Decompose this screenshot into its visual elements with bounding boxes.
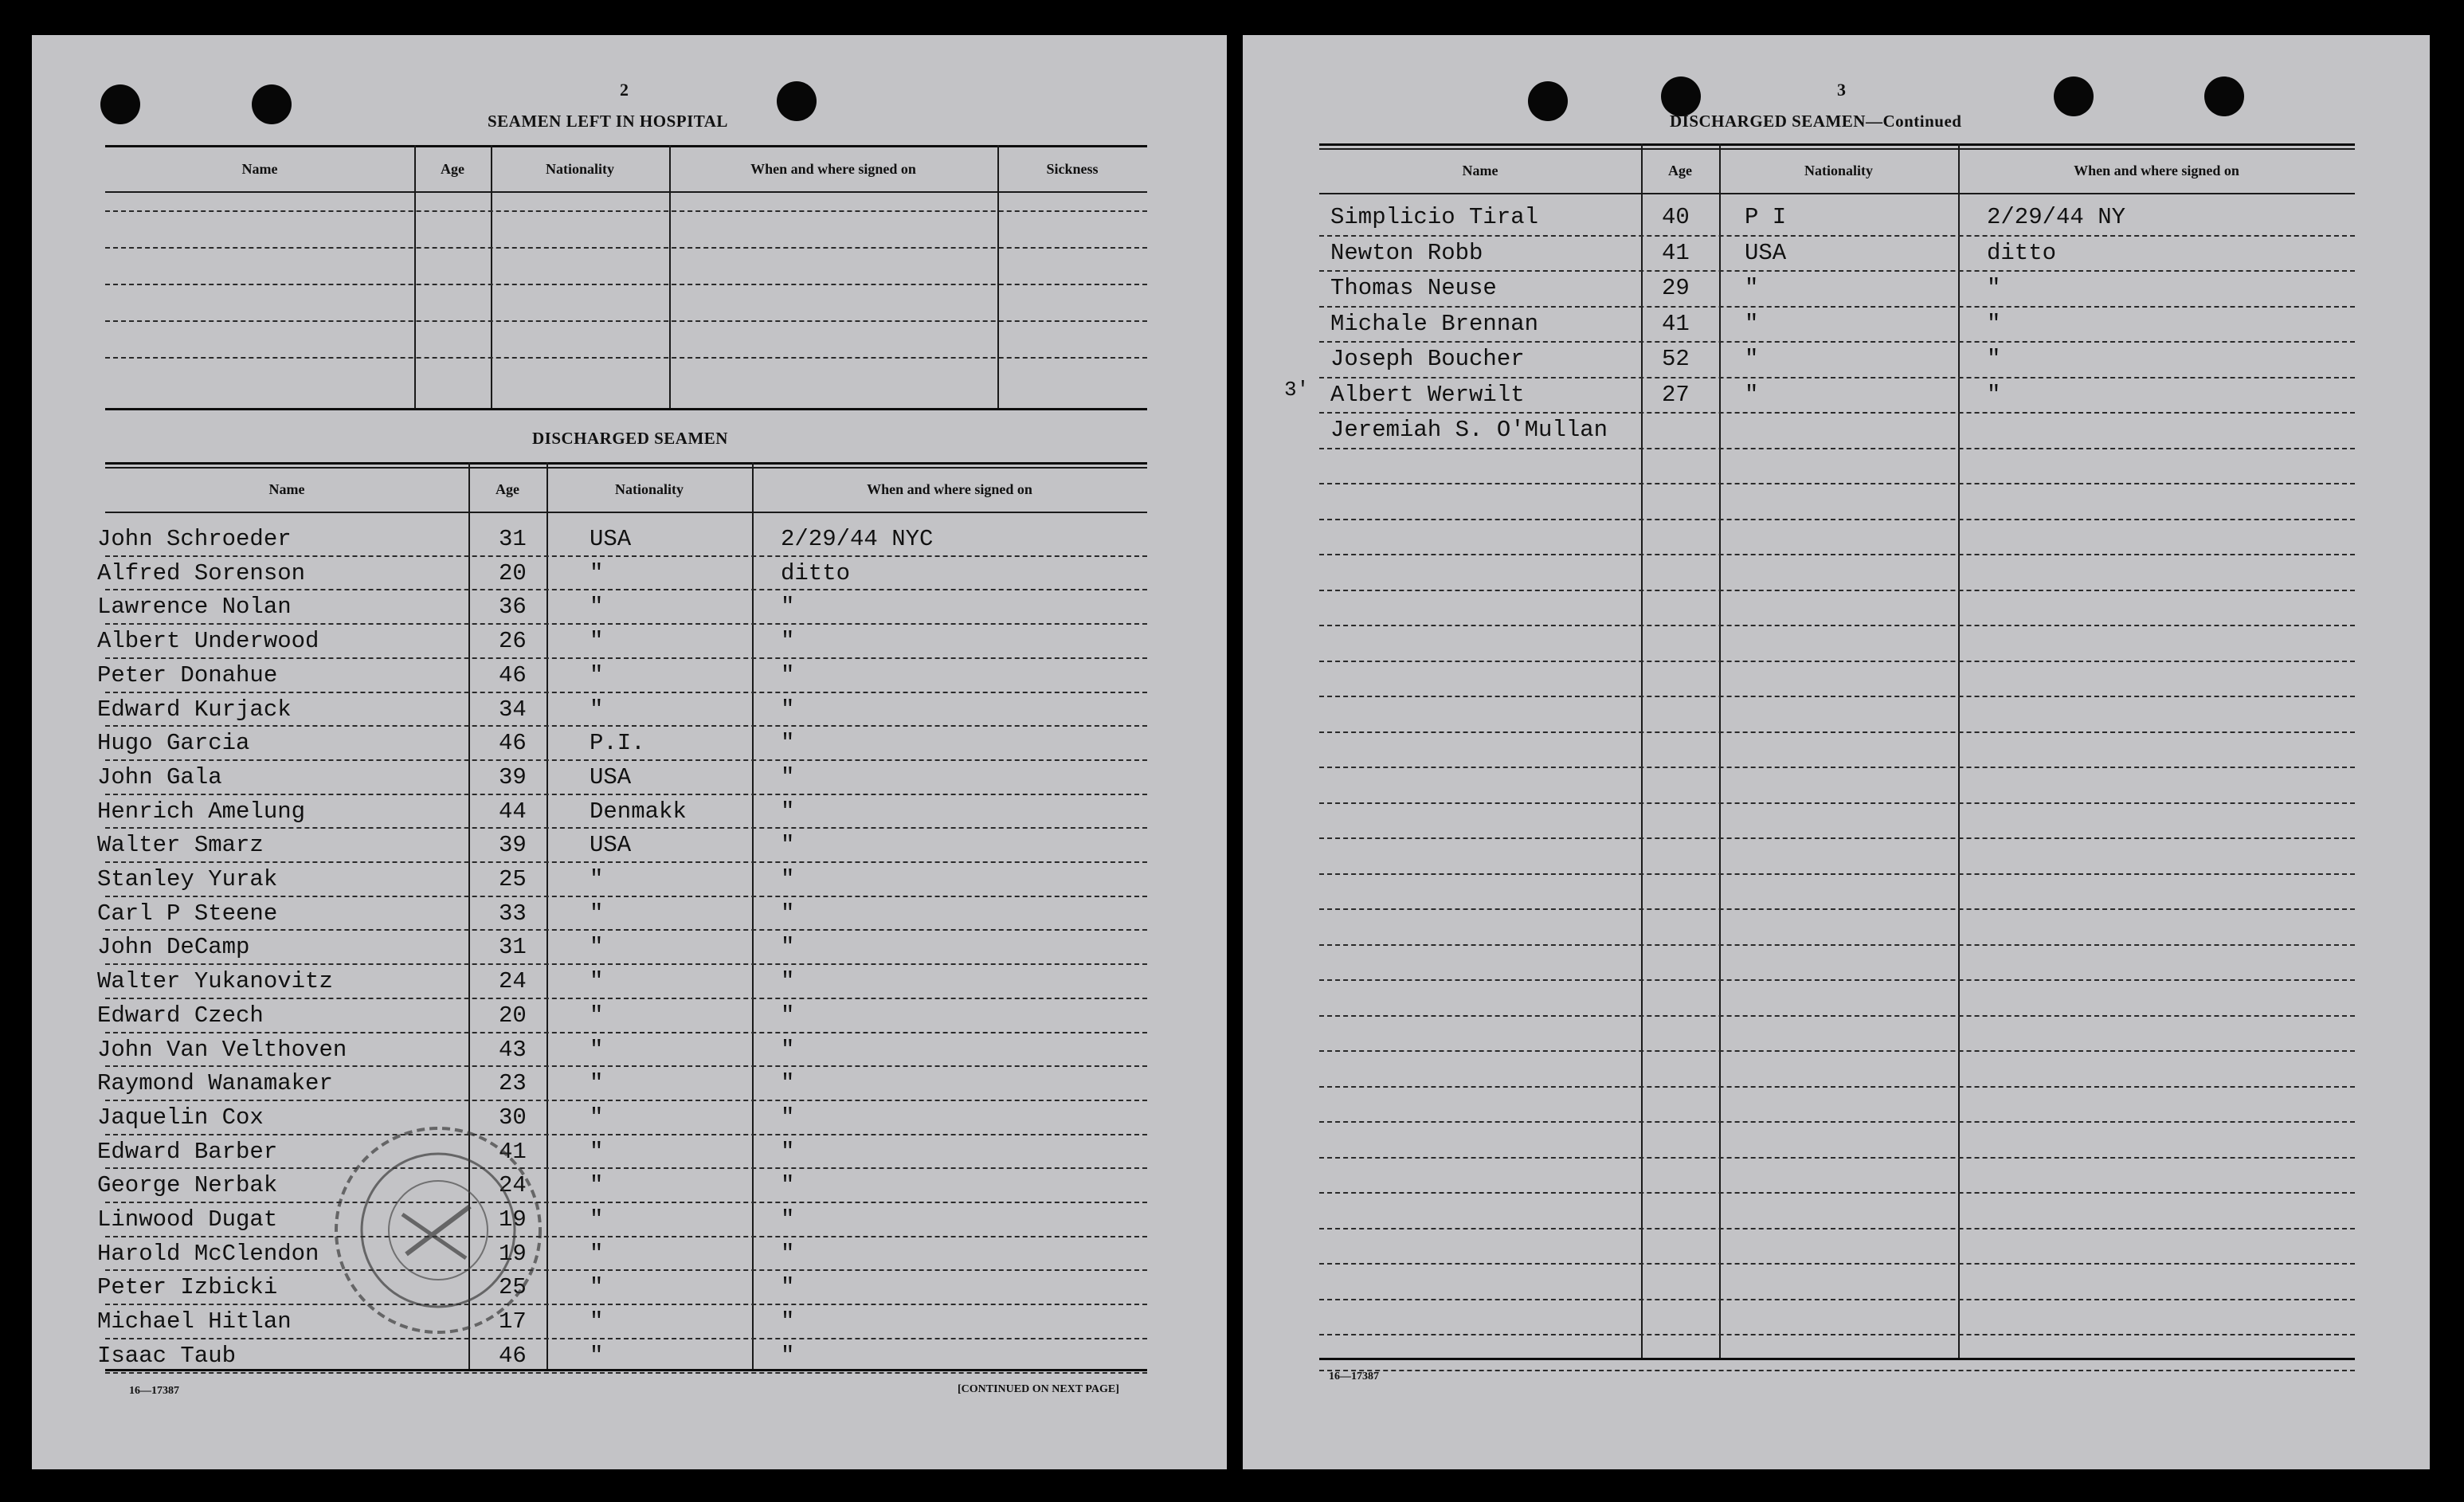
cell-nationality: ": [590, 934, 604, 961]
cell-age: 33: [499, 900, 527, 927]
row-rule: [1319, 1334, 2355, 1335]
column-header: Sickness: [1046, 161, 1099, 177]
row-rule: [105, 827, 1147, 829]
row-rule: [1319, 1050, 2355, 1052]
row-rule: [105, 1134, 1147, 1135]
column-divider: [997, 145, 999, 408]
table-bottom-rule: [1319, 1358, 2355, 1360]
cell-name: Peter Donahue: [97, 661, 278, 688]
table-top-rule-inner: [1319, 148, 2355, 150]
row-rule: [1319, 1192, 2355, 1194]
row-rule: [1319, 377, 2355, 378]
row-rule: [1319, 661, 2355, 662]
cell-nationality: ": [590, 1206, 604, 1233]
cell-nationality: ": [590, 866, 604, 892]
cell-age: 43: [499, 1036, 527, 1063]
cell-nationality: ": [590, 1274, 604, 1301]
cell-name: Thomas Neuse: [1330, 275, 1497, 301]
cell-name: Linwood Dugat: [97, 1206, 278, 1233]
row-rule: [1319, 625, 2355, 626]
cell-signed: ": [781, 730, 795, 757]
cell-name: Edward Barber: [97, 1138, 278, 1165]
cell-name: Michale Brennan: [1330, 310, 1539, 337]
cell-nationality: P.I.: [590, 730, 645, 757]
column-header: Nationality: [1804, 163, 1873, 178]
column-header: Age: [1668, 163, 1692, 178]
row-rule: [105, 794, 1147, 795]
column-divider: [1641, 143, 1643, 1358]
cell-name: John Van Velthoven: [97, 1036, 347, 1063]
punch-hole: [2204, 76, 2244, 116]
column-divider: [1719, 143, 1721, 1358]
punch-hole: [2054, 76, 2094, 116]
row-rule: [1319, 1157, 2355, 1159]
cell-name: John Gala: [97, 763, 222, 790]
row-rule: [105, 998, 1147, 999]
cell-name: Jaquelin Cox: [97, 1104, 264, 1131]
table-top-rule-inner: [105, 467, 1147, 469]
cell-nationality: ": [590, 900, 604, 927]
row-rule: [105, 963, 1147, 965]
row-rule: [105, 1304, 1147, 1305]
cell-name: Edward Kurjack: [97, 696, 292, 723]
cell-signed: ": [781, 594, 795, 621]
cell-age: 41: [1662, 239, 1690, 266]
cell-signed: ": [781, 1036, 795, 1063]
header-rule: [1319, 193, 2355, 194]
cell-age: 19: [499, 1206, 527, 1233]
cell-name: Simplicio Tiral: [1330, 204, 1539, 230]
cell-nationality: ": [590, 696, 604, 723]
hospital-section-title: SEAMEN LEFT IN HOSPITAL: [488, 112, 728, 131]
row-rule: [1319, 1370, 2355, 1371]
cell-nationality: ": [1745, 275, 1759, 301]
cell-age: 41: [499, 1138, 527, 1165]
row-rule: [1319, 448, 2355, 449]
cell-age: 31: [499, 934, 527, 961]
row-rule: [105, 1269, 1147, 1271]
row-rule: [1319, 1086, 2355, 1088]
column-header: When and where signed on: [2074, 163, 2239, 178]
cell-age: 20: [499, 1002, 527, 1029]
row-rule: [1319, 979, 2355, 981]
row-rule: [1319, 483, 2355, 484]
row-rule: [105, 210, 1147, 212]
row-rule: [1319, 554, 2355, 555]
cell-name: Joseph Boucher: [1330, 346, 1525, 372]
cell-nationality: ": [590, 628, 604, 655]
row-rule: [105, 861, 1147, 863]
page-number: 3: [1837, 80, 1846, 100]
circular-stamp: [327, 1119, 550, 1342]
column-header: Age: [496, 481, 519, 497]
punch-hole: [100, 84, 140, 124]
cell-age: 24: [499, 1172, 527, 1199]
cell-name: Albert Underwood: [97, 628, 319, 655]
table-top-rule: [1319, 143, 2355, 146]
cell-age: 34: [499, 696, 527, 723]
row-rule: [1319, 341, 2355, 343]
column-header: Nationality: [614, 481, 684, 497]
cell-nationality: ": [590, 559, 604, 586]
column-divider: [669, 145, 671, 408]
left-page: [32, 35, 1227, 1469]
continued-note: [CONTINUED ON NEXT PAGE]: [958, 1383, 1119, 1395]
cell-age: 31: [499, 526, 527, 552]
cell-nationality: ": [590, 1240, 604, 1267]
cell-signed: ": [781, 934, 795, 961]
cell-age: 29: [1662, 275, 1690, 301]
punch-hole: [1528, 81, 1568, 121]
cell-age: 23: [499, 1070, 527, 1097]
cell-age: 39: [499, 763, 527, 790]
cell-signed: ": [781, 661, 795, 688]
cell-name: Edward Czech: [97, 1002, 264, 1029]
cell-age: 39: [499, 832, 527, 859]
row-rule: [105, 623, 1147, 625]
continued-section-title: DISCHARGED SEAMEN—Continued: [1670, 112, 1962, 131]
cell-signed: ": [1987, 346, 2001, 372]
cell-signed: ": [781, 1342, 795, 1369]
cell-signed: ": [781, 798, 795, 825]
cell-signed: ": [781, 1070, 795, 1097]
cell-name: George Nerbak: [97, 1172, 278, 1199]
cell-nationality: ": [590, 968, 604, 995]
column-divider: [752, 462, 754, 1369]
cell-age: 41: [1662, 310, 1690, 337]
cell-age: 40: [1662, 204, 1690, 230]
cell-signed: ": [781, 1138, 795, 1165]
cell-nationality: ": [590, 1104, 604, 1131]
punch-hole: [777, 81, 817, 121]
cell-age: 46: [499, 661, 527, 688]
cell-nationality: ": [590, 1002, 604, 1029]
row-rule: [105, 1202, 1147, 1203]
cell-signed: ": [1987, 310, 2001, 337]
cell-name: Harold McClendon: [97, 1240, 319, 1267]
column-header: Name: [268, 481, 305, 497]
table-top-rule: [105, 145, 1147, 147]
cell-age: 25: [499, 1274, 527, 1301]
cell-nationality: USA: [590, 832, 632, 859]
discharged-section-title: DISCHARGED SEAMEN: [532, 429, 728, 448]
form-number: 16—17387: [1329, 1371, 1379, 1382]
row-rule: [105, 759, 1147, 761]
column-header: Nationality: [545, 161, 614, 177]
cell-signed: ": [1987, 275, 2001, 301]
cell-nationality: ": [590, 1070, 604, 1097]
cell-name: Jeremiah S. O'Mullan: [1330, 417, 1608, 443]
row-rule: [105, 692, 1147, 693]
cell-age: 46: [499, 1342, 527, 1369]
row-rule: [105, 555, 1147, 557]
row-rule: [1319, 767, 2355, 768]
cell-name: John DeCamp: [97, 934, 250, 961]
cell-signed: ": [781, 1104, 795, 1131]
column-header: Age: [441, 161, 464, 177]
row-rule: [1319, 590, 2355, 591]
cell-name: Stanley Yurak: [97, 866, 278, 892]
row-rule: [1319, 519, 2355, 520]
cell-age: 36: [499, 594, 527, 621]
cell-signed: ditto: [781, 559, 851, 586]
cell-signed: 2/29/44 NYC: [781, 526, 934, 552]
row-rule: [105, 1032, 1147, 1033]
cell-nationality: Denmakk: [590, 798, 687, 825]
cell-nationality: ": [590, 1138, 604, 1165]
row-rule: [105, 1100, 1147, 1101]
cell-signed: ": [781, 1206, 795, 1233]
margin-note: 3': [1284, 378, 1310, 402]
row-rule: [105, 657, 1147, 659]
row-rule: [1319, 306, 2355, 308]
row-rule: [1319, 1228, 2355, 1229]
row-rule: [1319, 908, 2355, 910]
cell-nationality: ": [1745, 310, 1759, 337]
row-rule: [105, 589, 1147, 590]
cell-name: Peter Izbicki: [97, 1274, 278, 1301]
cell-nationality: ": [590, 1036, 604, 1063]
cell-age: 26: [499, 628, 527, 655]
cell-name: Albert Werwilt: [1330, 381, 1525, 408]
cell-nationality: ": [1745, 381, 1759, 408]
column-divider: [1958, 143, 1960, 1358]
table-bottom-rule: [105, 408, 1147, 410]
row-rule: [1319, 873, 2355, 875]
cell-name: John Schroeder: [97, 526, 292, 552]
row-rule: [1319, 235, 2355, 237]
column-header: Name: [1462, 163, 1498, 178]
row-rule: [105, 320, 1147, 322]
cell-signed: ": [781, 696, 795, 723]
column-header: When and where signed on: [750, 161, 916, 177]
cell-age: 20: [499, 559, 527, 586]
row-rule: [1319, 731, 2355, 733]
row-rule: [105, 1236, 1147, 1237]
form-number: 16—17387: [129, 1385, 179, 1397]
cell-nationality: ": [590, 1172, 604, 1199]
cell-age: 52: [1662, 346, 1690, 372]
row-rule: [1319, 412, 2355, 414]
cell-signed: 2/29/44 NY: [1987, 204, 2126, 230]
cell-nationality: ": [590, 661, 604, 688]
cell-nationality: USA: [590, 763, 632, 790]
column-header: Name: [241, 161, 278, 177]
cell-age: 19: [499, 1240, 527, 1267]
cell-nationality: ": [590, 1308, 604, 1335]
cell-signed: ": [781, 900, 795, 927]
table-top-rule: [105, 462, 1147, 465]
row-rule: [1319, 837, 2355, 839]
header-rule: [105, 512, 1147, 513]
cell-name: Walter Yukanovitz: [97, 968, 333, 995]
page-number: 2: [620, 80, 629, 100]
cell-nationality: ": [1745, 346, 1759, 372]
cell-name: Raymond Wanamaker: [97, 1070, 333, 1097]
punch-hole: [252, 84, 292, 124]
row-rule: [105, 1372, 1147, 1374]
cell-signed: ": [781, 1172, 795, 1199]
column-divider: [491, 145, 492, 408]
cell-age: 46: [499, 730, 527, 757]
right-page: [1243, 35, 2430, 1469]
cell-name: Walter Smarz: [97, 832, 264, 859]
cell-signed: ": [781, 866, 795, 892]
cell-signed: ": [781, 832, 795, 859]
cell-signed: ": [1987, 381, 2001, 408]
cell-name: Isaac Taub: [97, 1342, 237, 1369]
cell-age: 24: [499, 968, 527, 995]
cell-signed: ": [781, 1240, 795, 1267]
cell-signed: ": [781, 1308, 795, 1335]
cell-name: Michael Hitlan: [97, 1308, 292, 1335]
column-header: When and where signed on: [867, 481, 1032, 497]
row-rule: [1319, 1299, 2355, 1300]
column-divider: [414, 145, 416, 408]
row-rule: [1319, 1121, 2355, 1123]
cell-name: Alfred Sorenson: [97, 559, 306, 586]
cell-age: 27: [1662, 381, 1690, 408]
cell-age: 30: [499, 1104, 527, 1131]
cell-signed: ": [781, 968, 795, 995]
cell-name: Lawrence Nolan: [97, 594, 292, 621]
cell-age: 44: [499, 798, 527, 825]
row-rule: [1319, 1015, 2355, 1017]
cell-signed: ditto: [1987, 239, 2057, 266]
row-rule: [105, 896, 1147, 897]
row-rule: [1319, 944, 2355, 946]
cell-signed: ": [781, 763, 795, 790]
row-rule: [1319, 696, 2355, 697]
punch-hole: [1661, 76, 1701, 116]
row-rule: [1319, 1263, 2355, 1265]
row-rule: [105, 247, 1147, 249]
cell-name: Newton Robb: [1330, 239, 1483, 266]
cell-signed: ": [781, 628, 795, 655]
cell-nationality: ": [590, 1342, 604, 1369]
row-rule: [105, 725, 1147, 727]
row-rule: [105, 1065, 1147, 1067]
cell-name: Henrich Amelung: [97, 798, 306, 825]
cell-nationality: P I: [1745, 204, 1787, 230]
row-rule: [1319, 802, 2355, 804]
row-rule: [105, 929, 1147, 931]
row-rule: [105, 284, 1147, 285]
cell-age: 17: [499, 1308, 527, 1335]
row-rule: [105, 1338, 1147, 1339]
row-rule: [1319, 270, 2355, 272]
cell-age: 25: [499, 866, 527, 892]
cell-nationality: USA: [1745, 239, 1787, 266]
cell-signed: ": [781, 1274, 795, 1301]
cell-signed: ": [781, 1002, 795, 1029]
row-rule: [105, 357, 1147, 359]
cell-name: Hugo Garcia: [97, 730, 250, 757]
row-rule: [105, 1167, 1147, 1169]
cell-name: Carl P Steene: [97, 900, 278, 927]
cell-nationality: ": [590, 594, 604, 621]
cell-nationality: USA: [590, 526, 632, 552]
header-rule: [105, 191, 1147, 193]
